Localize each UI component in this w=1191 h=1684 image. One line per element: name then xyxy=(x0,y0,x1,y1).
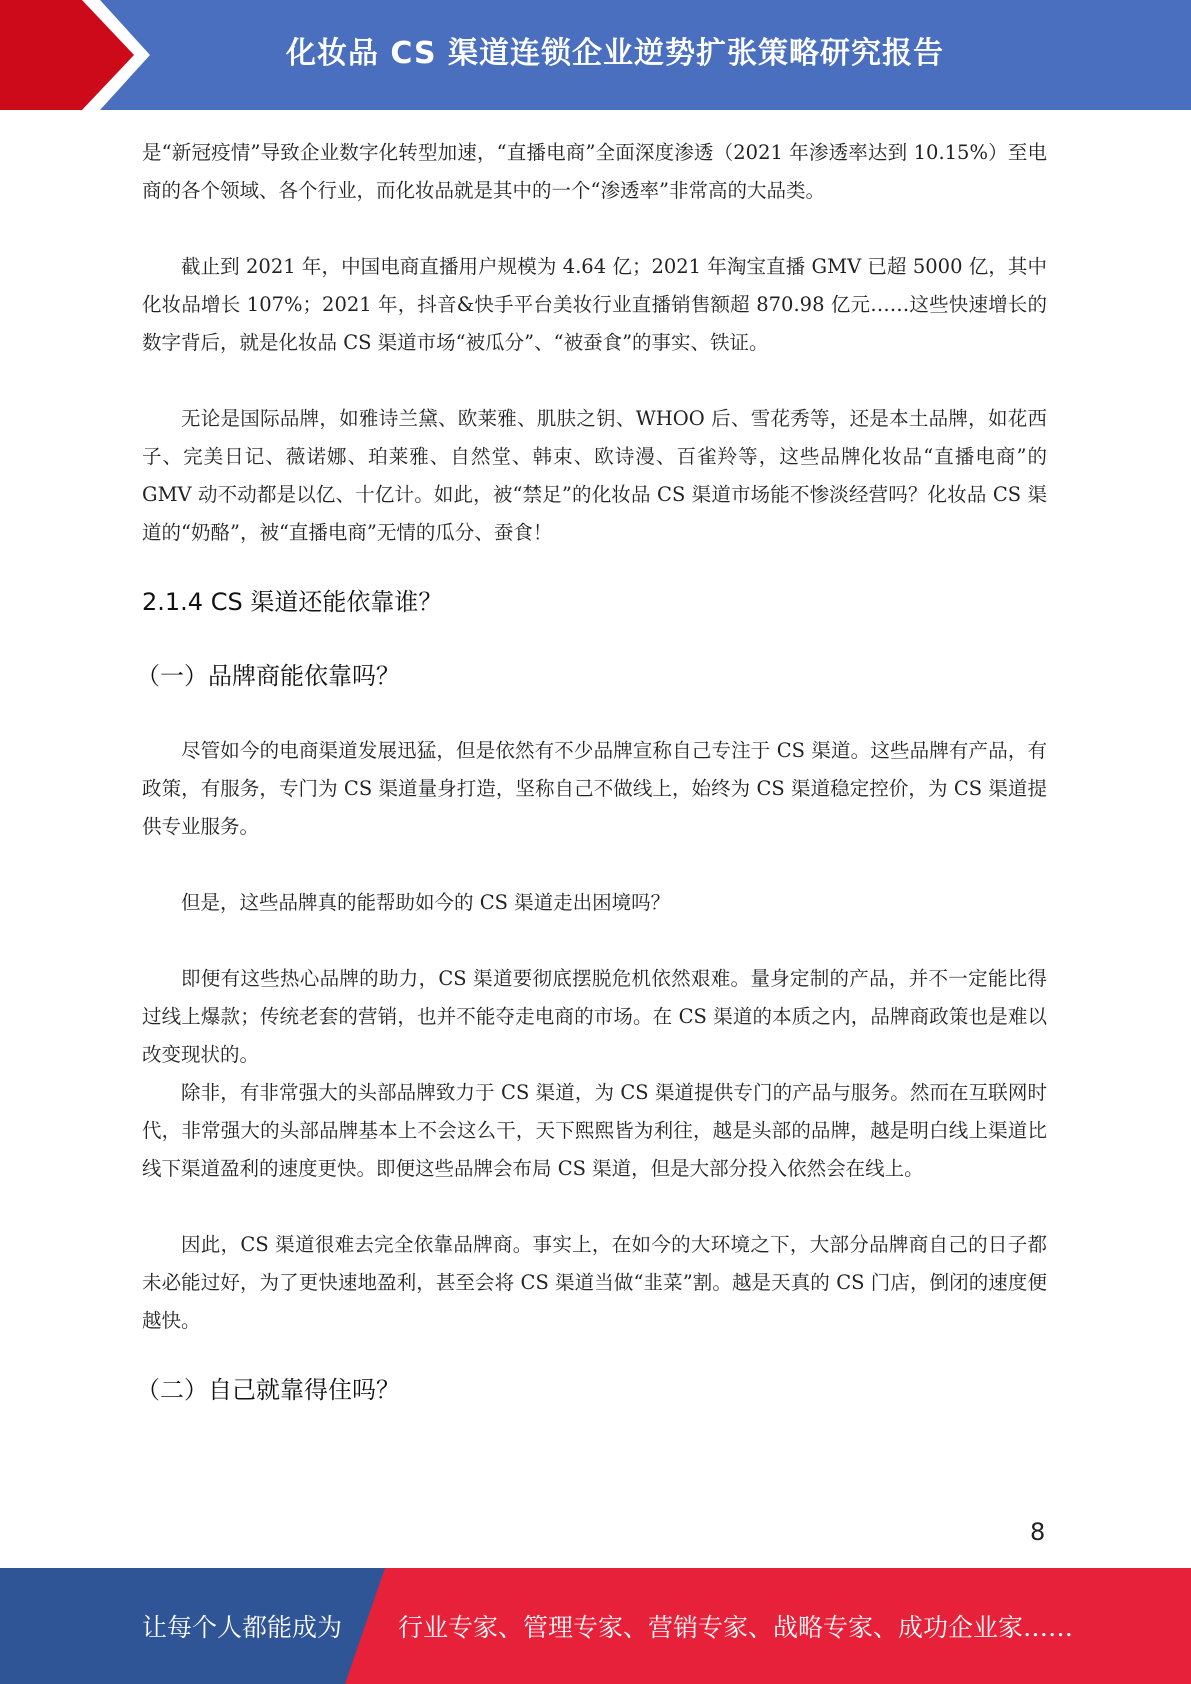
section-heading: 2.1.4 CS 渠道还能依靠谁？ xyxy=(142,588,443,616)
footer-slogan-left: 让每个人都能成为 xyxy=(142,1613,343,1642)
paragraph-1: 是“新冠疫情”导致企业数字化转型加速，“直播电商”全面深度渗透（2021 年渗透率达到 10.15%）至电商的各个领域、各个行业，而化妆品就是其中的一个“渗透率”非常高的大品类。 xyxy=(142,141,1047,202)
footer-slogan-right: 行业专家、管理专家、营销专家、战略专家、成功企业家…… xyxy=(398,1613,1074,1642)
paragraph-3: 无论是国际品牌，如雅诗兰黛、欧莱雅、肌肤之钥、WHOO 后、雪花秀等，还是本土品牌，如花西子、完美日记、薇诺娜、珀莱雅、自然堂、韩束、欧诗漫、百雀羚等，这些品牌化妆品“直播电商”的 GMV 动不动都是以亿、十亿计。如此，被“禁足”的化妆品 CS 渠道市场能不惨淡经营吗？化妆品 CS 渠道的“奶酪”，被“直播电商”无情的瓜分、蚕食！ xyxy=(142,407,1047,544)
paragraph-6: 即便有这些热心品牌的助力，CS 渠道要彻底摆脱危机依然艰难。量身定制的产品，并不一定能比得过线上爆款；传统老套的营销，也并不能夺走电商的市场。在 CS 渠道的本质之内，品牌商政策也是难以改变现状的。 xyxy=(142,967,1047,1066)
header-title: 化妆品 CS 渠道连锁企业逆势扩张策略研究报告 xyxy=(285,36,945,71)
paragraph-5: 但是，这些品牌真的能帮助如今的 CS 渠道走出困境吗？ xyxy=(181,891,671,914)
paragraph-2: 截止到 2021 年，中国电商直播用户规模为 4.64 亿；2021 年淘宝直播 GMV 已超 5000 亿，其中化妆品增长 107%；2021 年，抖音&快手平台美妆行业直播销售额超 870.98 亿元……这些快速增长的数字背后，就是化妆品 CS 渠道市场“被瓜分”、“被蚕食”的事实、铁证。 xyxy=(142,255,1047,354)
page-body xyxy=(136,134,1047,1410)
subsection-heading-2: （二）自己就靠得住吗？ xyxy=(136,1376,400,1404)
page-footer xyxy=(0,1568,1191,1684)
paragraph-4: 尽管如今的电商渠道发展迅猛，但是依然有不少品牌宣称自己专注于 CS 渠道。这些品牌有产品，有政策，有服务，专门为 CS 渠道量身打造，坚称自己不做线上，始终为 CS 渠道稳定控价，为 CS 渠道提供专业服务。 xyxy=(142,739,1047,838)
paragraph-7: 除非，有非常强大的头部品牌致力于 CS 渠道，为 CS 渠道提供专门的产品与服务。然而在互联网时代，非常强大的头部品牌基本上不会这么干，天下熙熙皆为利往，越是头部的品牌，越是明白线上渠道比线下渠道盈利的速度更快。即便这些品牌会布局 CS 渠道，但是大部分投入依然会在线上。 xyxy=(142,1081,1047,1180)
page-number: 8 xyxy=(1030,1518,1046,1546)
page-header xyxy=(0,0,1191,110)
paragraph-8: 因此，CS 渠道很难去完全依靠品牌商。事实上，在如今的大环境之下，大部分品牌商自己的日子都未必能过好，为了更快速地盈利，甚至会将 CS 渠道当做“韭菜”割。越是天真的 CS 门店，倒闭的速度便越快。 xyxy=(142,1233,1047,1332)
subsection-heading-1: （一）品牌商能依靠吗？ xyxy=(136,662,400,690)
